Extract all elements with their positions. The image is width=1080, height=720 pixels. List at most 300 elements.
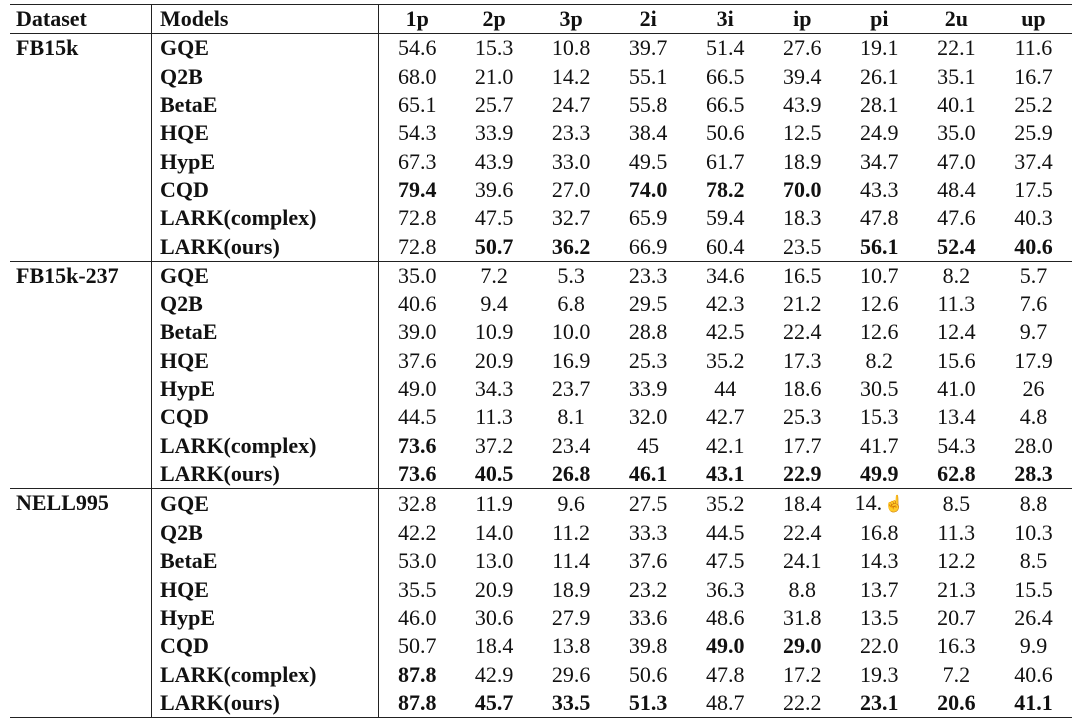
value-text: 22.0 <box>860 633 899 659</box>
value-cell <box>995 63 1072 91</box>
value-cell <box>456 576 533 604</box>
model-cell: BetaE <box>152 547 379 575</box>
value-cell <box>456 119 533 147</box>
value-text: 50.7 <box>474 233 514 259</box>
value-cell <box>995 489 1072 519</box>
value-text: 47.8 <box>705 661 745 687</box>
value-text: 40.6 <box>398 291 437 317</box>
value-cell <box>456 489 533 519</box>
value-cell <box>764 63 841 91</box>
value-text: 14.3 <box>860 548 899 574</box>
value-cell <box>841 519 918 547</box>
value-text: 16.5 <box>783 262 822 288</box>
header-ip: ip <box>793 6 812 32</box>
value-cell <box>995 261 1072 290</box>
value-text: 35.5 <box>398 576 437 602</box>
model-cell: HQE <box>152 119 379 147</box>
results-table <box>10 4 1072 718</box>
value-cell <box>918 232 995 261</box>
table-row <box>10 489 1072 519</box>
value-text: 33.6 <box>628 605 668 631</box>
value-text: 22.2 <box>783 689 822 715</box>
value-cell <box>687 489 764 519</box>
model-cell: GQE <box>152 489 379 519</box>
table-row <box>10 604 1072 632</box>
value-text: 15.6 <box>937 347 976 373</box>
model-cell: LARK(complex) <box>152 204 379 232</box>
value-cell <box>533 119 610 147</box>
value-cell <box>533 519 610 547</box>
value-cell <box>610 660 687 688</box>
value-cell <box>995 147 1072 175</box>
value-text: 33.0 <box>551 148 591 174</box>
value-text: 41.7 <box>860 432 899 458</box>
value-cell <box>764 290 841 318</box>
value-text: 48.7 <box>705 689 745 715</box>
value-text: 55.1 <box>628 63 668 89</box>
value-cell <box>379 119 456 147</box>
value-text: 45.7 <box>474 689 514 715</box>
value-cell <box>379 232 456 261</box>
value-cell <box>764 119 841 147</box>
value-text: 14. <box>854 490 883 516</box>
value-cell <box>687 375 764 403</box>
value-cell <box>610 91 687 119</box>
value-text: 24.7 <box>551 92 591 118</box>
value-cell <box>456 318 533 346</box>
table-row <box>10 576 1072 604</box>
value-text: 32.0 <box>628 404 668 430</box>
value-cell <box>687 403 764 431</box>
table-row <box>10 147 1072 175</box>
value-text: 21.2 <box>783 291 822 317</box>
value-cell <box>764 403 841 431</box>
value-text: 73.6 <box>398 432 437 458</box>
value-text: 11.3 <box>937 520 976 546</box>
value-text: 39.6 <box>474 176 514 202</box>
value-cell <box>379 489 456 519</box>
value-cell <box>918 147 995 175</box>
model-cell: LARK(ours) <box>152 689 379 718</box>
value-cell <box>918 632 995 660</box>
table-row <box>10 547 1072 575</box>
value-text: 34.3 <box>474 376 514 401</box>
value-text: 55.8 <box>628 92 668 118</box>
value-text: 66.5 <box>705 63 745 89</box>
value-text: 49.5 <box>628 148 668 174</box>
value-cell <box>841 547 918 575</box>
value-cell <box>918 403 995 431</box>
value-text: 60.4 <box>705 233 745 259</box>
value-cell <box>456 375 533 403</box>
value-cell <box>687 119 764 147</box>
value-cell <box>918 290 995 318</box>
value-cell <box>995 460 1072 489</box>
value-cell <box>995 547 1072 575</box>
value-cell <box>687 290 764 318</box>
value-text: 11.2 <box>552 520 590 546</box>
value-cell <box>841 63 918 91</box>
value-cell <box>841 176 918 204</box>
value-cell <box>379 318 456 346</box>
header-row <box>10 5 1072 34</box>
value-text: 22.1 <box>937 35 976 61</box>
value-cell <box>379 632 456 660</box>
value-text: 49.0 <box>398 376 437 401</box>
value-cell <box>918 489 995 519</box>
value-text: 11.9 <box>475 491 513 517</box>
value-text: 12.4 <box>937 319 976 345</box>
value-text: 34.6 <box>705 262 745 288</box>
value-text: 5.7 <box>1019 262 1048 288</box>
value-text: 59.4 <box>705 205 745 231</box>
value-text: 37.4 <box>1014 148 1053 174</box>
value-cell <box>379 204 456 232</box>
table-row <box>10 660 1072 688</box>
value-text: 22.4 <box>783 520 822 546</box>
value-text: 33.5 <box>551 689 591 715</box>
value-text: 12.2 <box>937 548 976 574</box>
value-cell <box>379 519 456 547</box>
value-cell <box>533 460 610 489</box>
value-cell <box>764 347 841 375</box>
value-text: 13.0 <box>474 548 514 574</box>
value-cell <box>764 660 841 688</box>
value-cell <box>764 91 841 119</box>
value-cell <box>610 232 687 261</box>
value-cell <box>533 403 610 431</box>
value-text: 25.3 <box>628 347 668 373</box>
value-cell <box>533 261 610 290</box>
value-text: 46.0 <box>398 605 437 631</box>
model-cell: Q2B <box>152 290 379 318</box>
value-text: 40.6 <box>1014 661 1053 687</box>
table-row <box>10 63 1072 91</box>
value-text: 33.9 <box>474 120 514 146</box>
value-text: 8.8 <box>788 576 816 602</box>
value-cell <box>533 232 610 261</box>
value-text: 13.7 <box>860 576 899 602</box>
value-text: 44 <box>714 376 737 401</box>
value-text: 11.4 <box>552 548 590 574</box>
value-text: 21.0 <box>474 63 514 89</box>
dataset-cell: FB15k <box>10 34 152 261</box>
value-text: 35.1 <box>937 63 976 89</box>
value-text: 11.3 <box>475 404 513 430</box>
value-cell <box>841 375 918 403</box>
value-text: 37.6 <box>398 347 437 373</box>
value-cell <box>995 318 1072 346</box>
value-text: 25.9 <box>1014 120 1053 146</box>
value-cell <box>687 34 764 63</box>
value-text: 16.8 <box>860 520 899 546</box>
value-cell <box>610 519 687 547</box>
model-cell: HypE <box>152 604 379 632</box>
header-3i: 3i <box>716 6 734 32</box>
value-text: 41.1 <box>1014 689 1053 715</box>
value-cell <box>456 519 533 547</box>
value-cell <box>456 176 533 204</box>
value-text: 24.1 <box>783 548 822 574</box>
value-cell <box>764 204 841 232</box>
value-text: 18.3 <box>783 205 822 231</box>
value-cell <box>918 176 995 204</box>
value-cell <box>610 547 687 575</box>
value-cell <box>764 519 841 547</box>
value-cell <box>456 204 533 232</box>
header-dataset: Dataset <box>10 5 152 34</box>
value-text: 10.9 <box>474 319 514 345</box>
value-text: 23.3 <box>628 262 668 288</box>
value-text: 44.5 <box>398 404 437 430</box>
value-cell <box>995 519 1072 547</box>
value-cell <box>687 689 764 718</box>
value-cell <box>610 489 687 519</box>
value-text: 50.6 <box>628 661 668 687</box>
value-cell <box>610 604 687 632</box>
model-cell: CQD <box>152 403 379 431</box>
value-cell <box>533 375 610 403</box>
value-text: 8.2 <box>942 262 971 288</box>
value-text: 23.1 <box>860 689 899 715</box>
value-cell <box>918 431 995 459</box>
value-cell <box>533 489 610 519</box>
value-text: 42.1 <box>705 432 745 458</box>
value-text: 12.6 <box>860 291 899 317</box>
table-row <box>10 632 1072 660</box>
value-text: 23.5 <box>783 233 822 259</box>
value-cell <box>610 375 687 403</box>
value-cell <box>764 604 841 632</box>
value-cell <box>841 632 918 660</box>
value-cell <box>687 261 764 290</box>
value-cell <box>918 63 995 91</box>
table-row <box>10 431 1072 459</box>
value-cell <box>533 63 610 91</box>
value-text: 19.1 <box>860 35 899 61</box>
value-text: 25.3 <box>783 404 822 430</box>
model-cell: LARK(ours) <box>152 232 379 261</box>
value-text: 28.8 <box>628 319 668 345</box>
value-text: 47.0 <box>937 148 976 174</box>
value-text: 20.7 <box>937 605 976 631</box>
value-text: 25.2 <box>1014 92 1053 118</box>
value-cell <box>456 232 533 261</box>
value-cell <box>841 232 918 261</box>
value-cell <box>456 91 533 119</box>
value-text: 20.9 <box>474 347 514 373</box>
value-cell <box>841 460 918 489</box>
value-text: 52.4 <box>937 233 976 259</box>
value-text: 78.2 <box>705 176 745 202</box>
value-text: 87.8 <box>398 689 437 715</box>
value-cell <box>533 632 610 660</box>
value-cell <box>610 460 687 489</box>
value-text: 9.9 <box>1019 633 1048 659</box>
table-row <box>10 204 1072 232</box>
value-cell <box>687 460 764 489</box>
header-up: up <box>1021 6 1046 32</box>
value-text: 65.9 <box>628 205 668 231</box>
value-cell <box>379 431 456 459</box>
value-text: 13.4 <box>937 404 976 430</box>
value-cell <box>379 403 456 431</box>
value-cell <box>533 318 610 346</box>
value-text: 39.8 <box>628 633 668 659</box>
table-row <box>10 403 1072 431</box>
value-cell <box>533 176 610 204</box>
value-cell <box>456 660 533 688</box>
dataset-cell: FB15k-237 <box>10 261 152 488</box>
value-cell <box>841 403 918 431</box>
value-cell <box>995 403 1072 431</box>
value-text: 7.6 <box>1019 291 1048 317</box>
value-cell <box>841 119 918 147</box>
value-text: 26.8 <box>551 460 591 486</box>
value-cell <box>918 261 995 290</box>
value-cell <box>610 204 687 232</box>
value-cell <box>456 604 533 632</box>
value-text: 26.1 <box>860 63 899 89</box>
value-text: 18.4 <box>474 633 514 659</box>
value-cell <box>918 660 995 688</box>
value-text: 17.5 <box>1014 176 1053 202</box>
value-cell <box>995 604 1072 632</box>
value-text: 39.4 <box>783 63 822 89</box>
value-text: 48.4 <box>937 176 976 202</box>
model-cell: Q2B <box>152 519 379 547</box>
value-cell <box>687 147 764 175</box>
value-text: 29.6 <box>551 661 591 687</box>
model-cell: HypE <box>152 147 379 175</box>
value-text: 37.6 <box>628 548 668 574</box>
value-cell <box>995 34 1072 63</box>
value-text: 66.5 <box>705 92 745 118</box>
value-cell <box>918 91 995 119</box>
value-text: 27.5 <box>628 491 668 517</box>
model-cell: CQD <box>152 632 379 660</box>
value-text: 17.7 <box>783 432 822 458</box>
value-text: 35.2 <box>705 491 745 517</box>
value-cell <box>533 547 610 575</box>
value-cell <box>687 431 764 459</box>
value-cell <box>918 576 995 604</box>
value-text: 42.7 <box>705 404 745 430</box>
value-text: 47.5 <box>705 548 745 574</box>
value-cell <box>687 519 764 547</box>
value-cell <box>379 347 456 375</box>
value-text: 87.8 <box>398 661 437 687</box>
value-cell <box>687 632 764 660</box>
model-cell: HypE <box>152 375 379 403</box>
value-cell <box>687 63 764 91</box>
model-cell: HQE <box>152 576 379 604</box>
value-text: 14.0 <box>474 520 514 546</box>
value-cell <box>764 34 841 63</box>
value-cell <box>995 347 1072 375</box>
value-text: 70.0 <box>783 176 822 202</box>
value-cell <box>764 176 841 204</box>
value-text: 8.1 <box>557 404 585 430</box>
value-cell <box>918 318 995 346</box>
value-text: 18.9 <box>551 576 591 602</box>
value-cell <box>918 460 995 489</box>
header-pi: pi <box>870 6 889 32</box>
value-text: 16.3 <box>937 633 976 659</box>
table-row <box>10 460 1072 489</box>
value-cell <box>379 460 456 489</box>
value-cell <box>687 660 764 688</box>
value-text: 62.8 <box>937 460 976 486</box>
value-cell <box>687 347 764 375</box>
table-row <box>10 261 1072 290</box>
value-text: 22.4 <box>783 319 822 345</box>
value-text: 47.5 <box>474 205 514 231</box>
value-text: 10.8 <box>551 35 591 61</box>
table-row <box>10 34 1072 63</box>
header-2p: 2p <box>482 6 506 32</box>
value-cell <box>841 689 918 718</box>
value-cell <box>687 204 764 232</box>
value-cell <box>533 431 610 459</box>
model-cell: LARK(complex) <box>152 660 379 688</box>
value-text: 17.2 <box>783 661 822 687</box>
value-text: 49.9 <box>860 460 899 486</box>
value-text: 6.8 <box>557 291 585 317</box>
value-text: 50.7 <box>398 633 437 659</box>
value-text: 56.1 <box>860 233 899 259</box>
value-cell <box>995 204 1072 232</box>
value-text: 32.8 <box>398 491 437 517</box>
value-text: 8.5 <box>1019 548 1048 574</box>
value-text: 7.2 <box>480 262 508 288</box>
value-text: 17.3 <box>783 347 822 373</box>
value-text: 53.0 <box>398 548 437 574</box>
value-text: 49.0 <box>705 633 745 659</box>
value-cell <box>687 604 764 632</box>
model-cell: BetaE <box>152 91 379 119</box>
value-text: 36.3 <box>705 576 745 602</box>
value-cell <box>687 576 764 604</box>
value-text: 47.6 <box>937 205 976 231</box>
value-cell <box>995 232 1072 261</box>
value-cell <box>995 431 1072 459</box>
value-cell <box>456 34 533 63</box>
value-text: 11.6 <box>1014 35 1053 61</box>
value-cell <box>610 431 687 459</box>
value-text: 16.9 <box>551 347 591 373</box>
value-cell <box>379 576 456 604</box>
value-text: 42.5 <box>705 319 745 345</box>
value-text: 31.8 <box>783 605 822 631</box>
value-cell <box>764 460 841 489</box>
value-text: 27.0 <box>551 176 591 202</box>
model-cell: LARK(ours) <box>152 460 379 489</box>
value-text: 26.4 <box>1014 605 1053 631</box>
value-cell <box>764 375 841 403</box>
value-cell <box>379 261 456 290</box>
value-cell <box>841 34 918 63</box>
model-cell: LARK(complex) <box>152 431 379 459</box>
model-cell: Q2B <box>152 63 379 91</box>
header-2u: 2u <box>944 6 968 32</box>
value-text: 51.4 <box>705 35 745 61</box>
value-text: 27.6 <box>783 35 822 61</box>
value-text: 39.0 <box>398 319 437 345</box>
model-cell: BetaE <box>152 318 379 346</box>
value-text: 13.5 <box>860 605 899 631</box>
value-text: 9.4 <box>480 291 508 317</box>
